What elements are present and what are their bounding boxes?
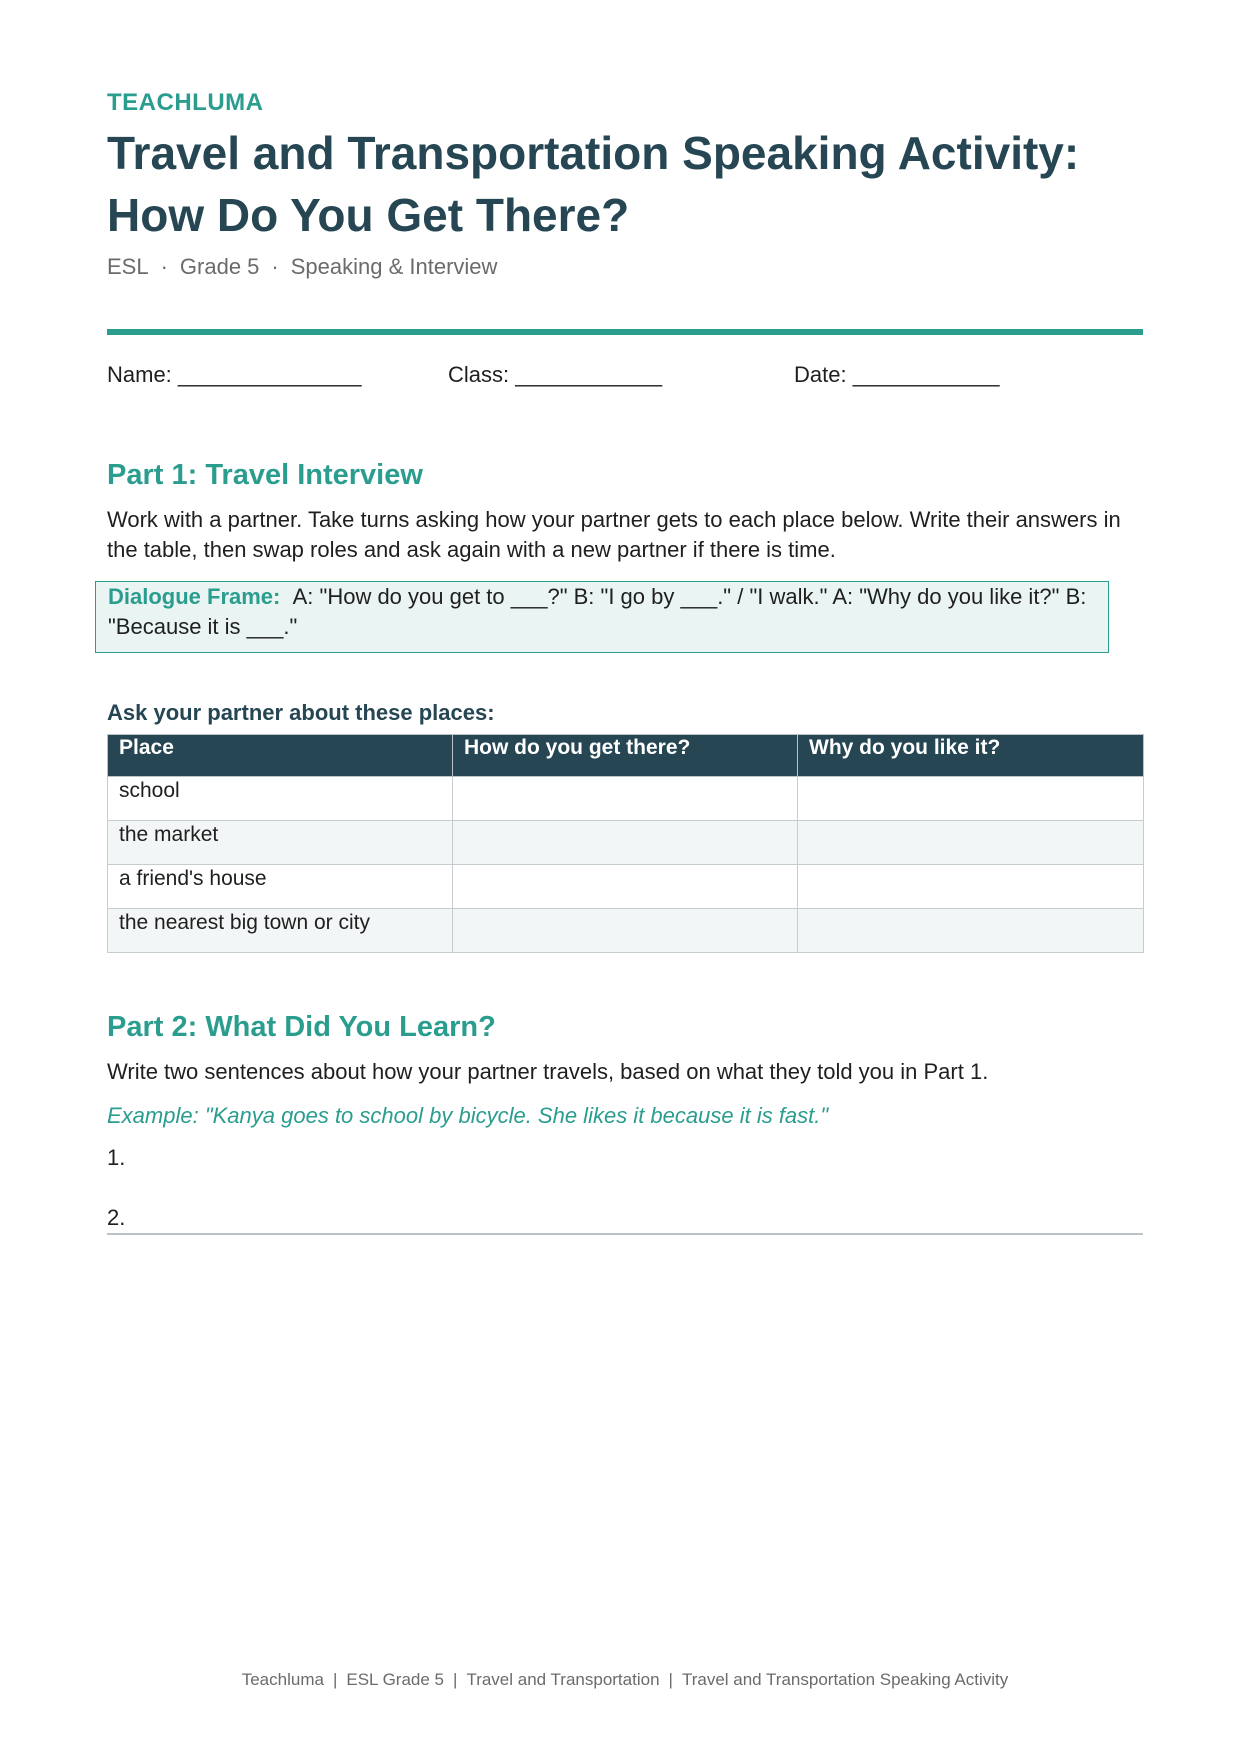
- part2-heading: Part 2: What Did You Learn?: [107, 1011, 496, 1043]
- part2-instructions: Write two sentences about how your partner travels, based on what they told you in Part 1.: [107, 1059, 989, 1084]
- why-answer-cell[interactable]: [798, 821, 1144, 865]
- page-footer: [107, 1670, 1143, 1690]
- dialogue-frame-text: A: "How do you get to ___?" B: "I go by ___." / "I walk." A: "Why do you like it?" B: "Because it is ___.": [108, 584, 1087, 639]
- table-caption: Ask your partner about these places:: [107, 700, 495, 725]
- interview-table: [107, 734, 1144, 953]
- footer-unit: Travel and Transportation: [466, 1670, 660, 1689]
- how-answer-cell[interactable]: [453, 865, 798, 909]
- why-answer-cell[interactable]: [798, 909, 1144, 953]
- brand-label: TEACHLUMA: [107, 89, 264, 116]
- answer-number-2[interactable]: 2.: [107, 1205, 126, 1230]
- name-field[interactable]: Name: _______________: [107, 362, 362, 387]
- table-row: [108, 777, 1144, 821]
- how-answer-cell[interactable]: [453, 909, 798, 953]
- class-field[interactable]: Class: ____________: [448, 362, 663, 387]
- meta-grade: Grade 5: [179, 254, 260, 279]
- footer-separator: |: [668, 1670, 673, 1689]
- header-divider: [107, 329, 1143, 335]
- how-answer-cell[interactable]: [453, 777, 798, 821]
- dialogue-frame-label: Dialogue Frame:: [108, 584, 281, 609]
- place-cell: the market: [108, 821, 453, 865]
- footer-course: ESL Grade 5: [346, 1670, 445, 1689]
- meta-separator: ·: [271, 254, 279, 279]
- example-sentence: Example: "Kanya goes to school by bicycle. She likes it because it is fast.": [107, 1103, 829, 1128]
- meta-line: [107, 254, 497, 280]
- footer-separator: |: [453, 1670, 458, 1689]
- meta-skill: Speaking & Interview: [290, 254, 498, 279]
- column-header-place: Place: [108, 735, 453, 777]
- table-header-row: [108, 735, 1144, 777]
- date-field[interactable]: Date: ____________: [794, 362, 1000, 387]
- place-cell: a friend's house: [108, 865, 453, 909]
- part1-heading: Part 1: Travel Interview: [107, 459, 423, 491]
- page-title: Travel and Transportation Speaking Activity: How Do You Get There?: [107, 127, 1080, 241]
- footer-separator: |: [332, 1670, 338, 1689]
- column-header-how: How do you get there?: [453, 735, 798, 777]
- table-row: [108, 865, 1144, 909]
- footer-activity: Travel and Transportation Speaking Activity: [681, 1670, 1009, 1689]
- table-row: [108, 909, 1144, 953]
- answer-number-1[interactable]: 1.: [107, 1145, 126, 1170]
- place-cell: the nearest big town or city: [108, 909, 453, 953]
- footer-brand: Teachluma: [241, 1670, 324, 1689]
- part1-instructions: Work with a partner. Take turns asking how your partner gets to each place below. Write their answers in the table, then swap roles and ask again with a new partner if there is time.: [107, 507, 1121, 562]
- table-row: [108, 821, 1144, 865]
- meta-subject: ESL: [107, 254, 149, 279]
- how-answer-cell[interactable]: [453, 821, 798, 865]
- dialogue-frame: [95, 581, 1109, 653]
- meta-separator: ·: [160, 254, 168, 279]
- place-cell: school: [108, 777, 453, 821]
- why-answer-cell[interactable]: [798, 777, 1144, 821]
- column-header-why: Why do you like it?: [798, 735, 1144, 777]
- why-answer-cell[interactable]: [798, 865, 1144, 909]
- answer-line: [107, 1233, 1143, 1235]
